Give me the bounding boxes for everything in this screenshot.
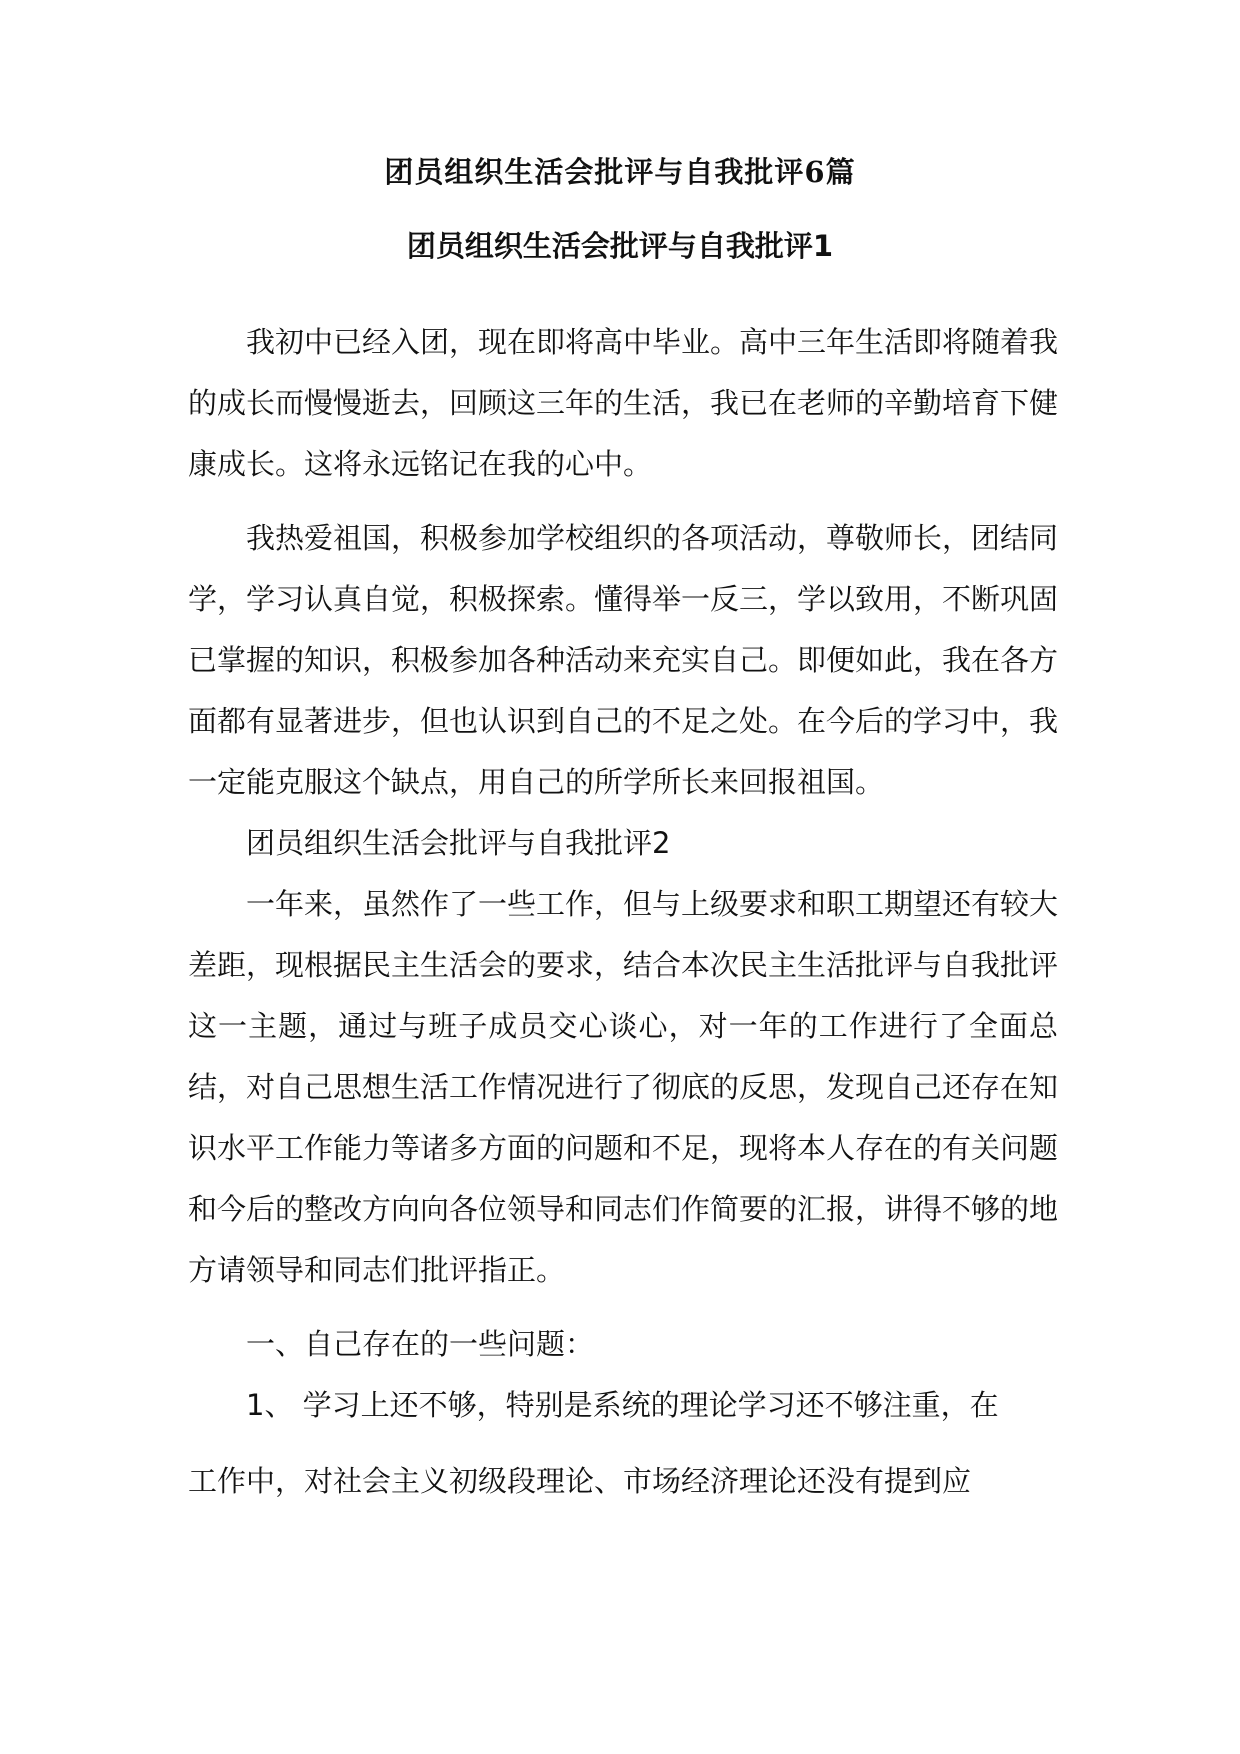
- list-item-1-line-1: 1、 学习上还不够，特别是系统的理论学习还不够注重，在: [246, 1388, 999, 1422]
- list-item-1: [188, 1375, 1058, 1512]
- document-title: 团员组织生活会批评与自我批评6篇: [384, 155, 856, 189]
- section-heading-1: 团员组织生活会批评与自我批评1: [406, 229, 834, 263]
- paragraph-2: 我热爱祖国，积极参加学校组织的各项活动，尊敬师长，团结同学，学习认真自觉，积极探索。懂得举一反三，学以致用，不断巩固已掌握的知识，积极参加各种活动来充实自己。即便如此，我在各方面都有显著进步，但也认识到自己的不足之处。在今后的学习中，我一定能克服这个缺点，用自己的所学所长来回报祖国。: [188, 521, 1059, 799]
- document-body: [188, 312, 1058, 1512]
- paragraph-1: 我初中已经入团，现在即将高中毕业。高中三年生活即将随着我的成长而慢慢逝去，回顾这三年的生活，我已在老师的辛勤培育下健康成长。这将永远铭记在我的心中。: [188, 325, 1059, 481]
- section-heading-2: 团员组织生活会批评与自我批评2: [246, 826, 671, 860]
- list-item-1-line-2: 工作中，对社会主义初级段理论、市场经济理论还没有提到应: [188, 1464, 972, 1498]
- paragraph-3: 一年来，虽然作了一些工作，但与上级要求和职工期望还有较大差距，现根据民主生活会的要求，结合本次民主生活批评与自我批评这一主题，通过与班子成员交心谈心，对一年的工作进行了全面总结，对自己思想生活工作情况进行了彻底的反思，发现自己还存在知识水平工作能力等诸多方面的问题和不足，现将本人存在的有关问题和今后的整改方向向各位领导和同志们作简要的汇报，讲得不够的地方请领导和同志们批评指正。: [188, 887, 1059, 1287]
- list-heading: 一、自己存在的一些问题：: [246, 1327, 595, 1361]
